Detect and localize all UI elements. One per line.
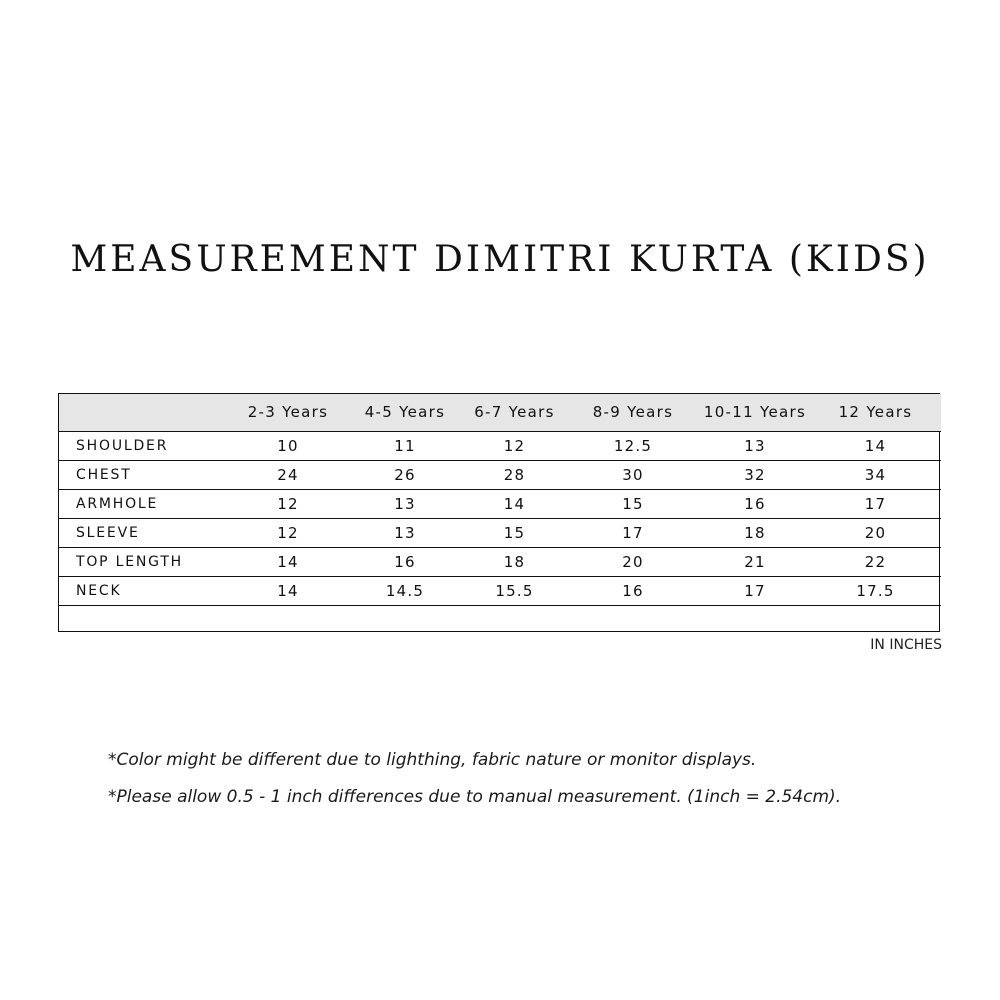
table-cell: 18 (463, 547, 566, 576)
column-header: 4-5 Years (347, 394, 463, 431)
column-header (59, 394, 229, 431)
table-cell: 28 (463, 460, 566, 489)
table-cell: 13 (347, 489, 463, 518)
unit-label: IN INCHES (870, 637, 942, 653)
table-cell: 17 (566, 518, 700, 547)
table-empty-row (59, 605, 941, 634)
table-cell: 15 (463, 518, 566, 547)
size-chart-table (58, 393, 940, 632)
table-cell: 20 (810, 518, 941, 547)
table-cell: 22 (810, 547, 941, 576)
row-label: ARMHOLE (59, 489, 229, 518)
table-cell: 24 (229, 460, 347, 489)
table-header-row (59, 394, 941, 431)
table-cell: 12.5 (566, 431, 700, 460)
empty-cell (59, 605, 941, 634)
table-cell: 17 (700, 576, 810, 605)
table-row (59, 431, 941, 460)
table-cell: 14 (229, 547, 347, 576)
table-cell: 14 (229, 576, 347, 605)
table-cell: 12 (229, 518, 347, 547)
column-header: 12 Years (810, 394, 941, 431)
table-cell: 15.5 (463, 576, 566, 605)
color-disclaimer: *Color might be different due to lighthing, fabric nature or monitor displays. (108, 750, 757, 770)
table-cell: 20 (566, 547, 700, 576)
table-row (59, 489, 941, 518)
table-cell: 30 (566, 460, 700, 489)
row-label: NECK (59, 576, 229, 605)
table-cell: 32 (700, 460, 810, 489)
table-cell: 21 (700, 547, 810, 576)
table-cell: 18 (700, 518, 810, 547)
table-cell: 26 (347, 460, 463, 489)
table-cell: 15 (566, 489, 700, 518)
row-label: SHOULDER (59, 431, 229, 460)
table-cell: 34 (810, 460, 941, 489)
row-label: CHEST (59, 460, 229, 489)
row-label: SLEEVE (59, 518, 229, 547)
column-header: 6-7 Years (463, 394, 566, 431)
table-cell: 14 (463, 489, 566, 518)
table-cell: 13 (700, 431, 810, 460)
row-label: TOP LENGTH (59, 547, 229, 576)
table-cell: 13 (347, 518, 463, 547)
table-cell: 14 (810, 431, 941, 460)
table-cell: 16 (566, 576, 700, 605)
table-cell: 14.5 (347, 576, 463, 605)
table-row (59, 518, 941, 547)
table-cell: 17.5 (810, 576, 941, 605)
table-cell: 12 (463, 431, 566, 460)
measurement-disclaimer: *Please allow 0.5 - 1 inch differences due to manual measurement. (1inch = 2.54cm). (108, 787, 842, 807)
table-cell: 17 (810, 489, 941, 518)
table-cell: 11 (347, 431, 463, 460)
measurement-table (59, 394, 941, 634)
page-title: MEASUREMENT DIMITRI KURTA (KIDS) (70, 239, 930, 280)
table-cell: 10 (229, 431, 347, 460)
column-header: 2-3 Years (229, 394, 347, 431)
table-row (59, 460, 941, 489)
table-row (59, 547, 941, 576)
table-cell: 16 (700, 489, 810, 518)
table-cell: 12 (229, 489, 347, 518)
column-header: 8-9 Years (566, 394, 700, 431)
table-cell: 16 (347, 547, 463, 576)
column-header: 10-11 Years (700, 394, 810, 431)
table-row (59, 576, 941, 605)
